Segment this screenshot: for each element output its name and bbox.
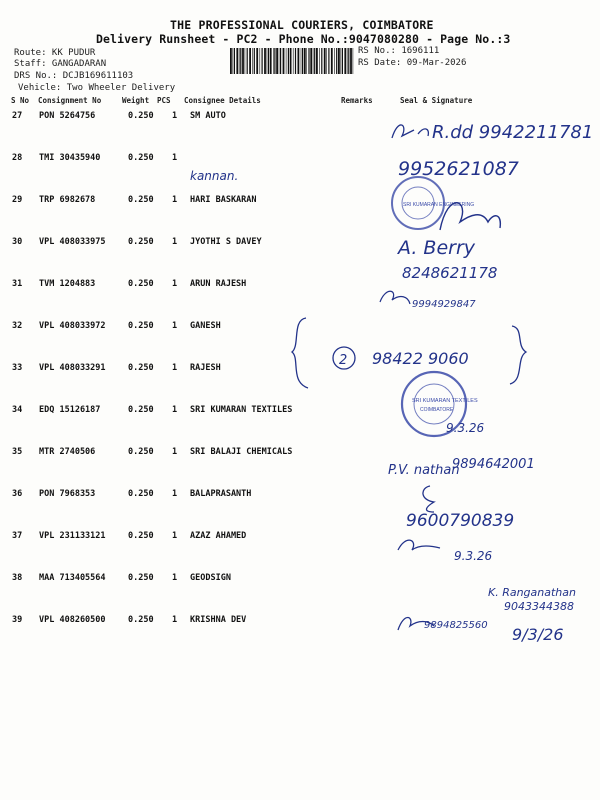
weight-cell: 0.250 [128,615,154,625]
col-sno: S No [11,96,30,105]
barcode-bar [242,48,244,74]
barcode-bar [260,48,261,74]
barcode-bar [234,48,235,74]
barcode-bar [338,48,340,74]
weight-cell: 0.250 [128,279,154,289]
consignee-cell: KRISHNA DEV [190,615,247,625]
signature-27 [392,125,428,138]
barcode-bar [262,48,263,74]
weight-cell: 0.250 [128,321,154,331]
hw-date-34: 9.3.26 [446,421,485,435]
barcode-bar [302,48,303,74]
table-row [0,111,600,125]
hw-group-mark: 2 [339,353,348,368]
sno-cell: 35 [12,447,23,457]
table-row [0,279,600,293]
barcode-bar [295,48,296,74]
barcode-bar [304,48,306,74]
barcode-bar [306,48,307,74]
weight-cell: 0.250 [128,237,154,247]
barcode-bar [240,48,241,74]
drs-number: DRS No.: DCJB169611103 [14,71,134,81]
table-row [0,531,600,545]
barcode-bar [279,48,280,74]
barcode-bar [283,48,285,74]
barcode-bar [310,48,312,74]
consignment-cell: VPL 408260500 [39,615,106,625]
vehicle-label: Vehicle: Two Wheeler Delivery [18,83,176,93]
barcode-bar [245,48,246,74]
hw-phone-36: 9600790839 [406,511,515,531]
sno-cell: 34 [12,405,23,415]
sno-cell: 31 [12,279,23,289]
hw-phone-30: 8248621178 [402,264,498,282]
hw-phone-39: 9894825560 [424,620,488,631]
col-seal-signature: Seal & Signature [400,96,473,105]
consignment-cell: TVM 1204883 [39,279,96,289]
barcode-bar [239,48,240,74]
hw-group-numbers: 98422 9060 [372,349,469,368]
pcs-cell: 1 [172,531,178,541]
consignment-cell: VPL 408033975 [39,237,106,247]
barcode-bar [326,48,327,74]
barcode-bar [319,48,320,74]
hw-date-37: 9.3.26 [454,549,493,563]
hw-name-28: kannan. [190,169,239,183]
barcode-bar [344,48,346,74]
stamp-1-text: SRI KUMARAN ENGINEERING [403,202,475,208]
barcode-bar [280,48,281,74]
consignment-cell: TMI 30435940 [39,153,101,163]
rs-number: RS No.: 1696111 [358,46,440,56]
barcode-bar [274,48,275,74]
barcode-bar [252,48,253,74]
sno-cell: 33 [12,363,23,373]
barcode-bar [230,48,232,74]
hw-phone-27: R.dd 9942211781 [432,122,594,143]
pcs-cell: 1 [172,321,178,331]
hw-phone-38: 9043344388 [504,600,574,613]
barcode-bar [331,48,333,74]
pcs-cell: 1 [172,237,178,247]
pcs-cell: 1 [172,363,178,373]
table-row [0,489,600,503]
hw-date-39: 9/3/26 [512,625,564,644]
barcode-bar [328,48,329,74]
col-weight: Weight [122,96,150,105]
hw-name-35: P.V. nathan [388,463,460,478]
hw-phone-28: 9952621087 [398,158,519,180]
consignment-cell: TRP 6982678 [39,195,96,205]
barcode-bar [298,48,300,74]
route-label: Route: KK PUDUR [14,48,96,58]
consignment-cell: PON 5264756 [39,111,96,121]
barcode-bar [273,48,274,74]
table-row [0,237,600,251]
col-remarks: Remarks [341,96,373,105]
barcode-bar [341,48,342,74]
consignment-cell: VPL 408033291 [39,363,106,373]
barcode-bar [336,48,337,74]
sno-cell: 39 [12,615,23,625]
table-row [0,321,600,335]
barcode-bar [268,48,269,74]
consignment-cell: MAA 713405564 [39,573,106,583]
barcode-bar [270,48,272,74]
barcode-bar [308,48,309,74]
table-row [0,615,600,629]
col-consignment: Consignment No [38,96,102,105]
consignment-cell: EDQ 15126187 [39,405,101,415]
barcode-bar [350,48,352,74]
consignee-cell: HARI BASKARAN [190,195,257,205]
barcode-bar [324,48,326,74]
barcode-bar [254,48,255,74]
consignment-cell: VPL 231133121 [39,531,106,541]
consignee-cell: RAJESH [190,363,221,373]
rs-date: RS Date: 09-Mar-2026 [358,58,467,68]
consignee-cell: JYOTHI S DAVEY [190,237,262,247]
barcode-bar [276,48,278,74]
barcode-bar [293,48,294,74]
barcode-bar [247,48,248,74]
barcode-bar [321,48,322,74]
consignee-cell: SRI BALAJI CHEMICALS [190,447,293,457]
pcs-cell: 1 [172,615,178,625]
barcode [230,48,355,74]
barcode-bar [347,48,348,74]
consignee-cell: ARUN RAJESH [190,279,247,289]
table-row [0,447,600,461]
hw-name-38: K. Ranganathan [488,586,576,599]
weight-cell: 0.250 [128,531,154,541]
weight-cell: 0.250 [128,111,154,121]
pcs-cell: 1 [172,111,178,121]
pcs-cell: 1 [172,573,178,583]
barcode-bar [264,48,266,74]
consignment-cell: PON 7968353 [39,489,96,499]
pcs-cell: 1 [172,447,178,457]
weight-cell: 0.250 [128,195,154,205]
weight-cell: 0.250 [128,153,154,163]
table-row [0,153,600,167]
consignee-cell: SM AUTO [190,111,226,121]
pcs-cell: 1 [172,279,178,289]
sno-cell: 29 [12,195,23,205]
table-row [0,573,600,587]
consignment-cell: MTR 2740506 [39,447,96,457]
consignment-cell: VPL 408033972 [39,321,106,331]
barcode-bar [301,48,302,74]
barcode-bar [249,48,251,74]
consignee-cell: GANESH [190,321,221,331]
col-consignee: Consignee Details [184,96,261,105]
sno-cell: 32 [12,321,23,331]
barcode-bar [353,48,354,74]
staff-label: Staff: GANGADARAN [14,59,107,69]
hw-phone-35: 9894642001 [452,457,535,472]
weight-cell: 0.250 [128,573,154,583]
barcode-bar [348,48,349,74]
sno-cell: 30 [12,237,23,247]
pcs-cell: 1 [172,489,178,499]
barcode-bar [256,48,258,74]
table-row [0,363,600,377]
table-row [0,405,600,419]
barcode-bar [267,48,268,74]
sno-cell: 27 [12,111,23,121]
runsheet-title: THE PROFESSIONAL COURIERS, COIMBATORE [170,18,434,32]
pcs-cell: 1 [172,195,178,205]
table-row [0,195,600,209]
weight-cell: 0.250 [128,405,154,415]
stamp-2-text: SRI KUMARAN TEXTILES [412,398,478,404]
barcode-bar [286,48,287,74]
sno-cell: 38 [12,573,23,583]
col-pcs: PCS [157,96,171,105]
consignee-cell: GEODSIGN [190,573,231,583]
barcode-bar [334,48,335,74]
barcode-bar [314,48,315,74]
pcs-cell: 1 [172,405,178,415]
runsheet-subtitle: Delivery Runsheet - PC2 - Phone No.:9047080280 - Page No.:3 [96,32,511,46]
barcode-bar [288,48,289,74]
sno-cell: 36 [12,489,23,499]
sno-cell: 37 [12,531,23,541]
barcode-bar [342,48,343,74]
pcs-cell: 1 [172,153,178,163]
weight-cell: 0.250 [128,447,154,457]
weight-cell: 0.250 [128,489,154,499]
hw-name-30: A. Berry [398,237,476,259]
signature-31 [380,291,410,304]
hw-phone-31: 9994929847 [412,299,476,310]
barcode-bar [236,48,238,74]
barcode-bar [290,48,292,74]
stamp-2-city: COIMBATORE [420,407,454,413]
consignee-cell: AZAZ AHAMED [190,531,247,541]
barcode-bar [233,48,234,74]
consignee-cell: SRI KUMARAN TEXTILES [190,405,293,415]
weight-cell: 0.250 [128,363,154,373]
sno-cell: 28 [12,153,23,163]
stamp-2 [402,372,478,436]
barcode-bar [313,48,314,74]
barcode-bar [316,48,318,74]
consignee-cell: BALAPRASANTH [190,489,252,499]
